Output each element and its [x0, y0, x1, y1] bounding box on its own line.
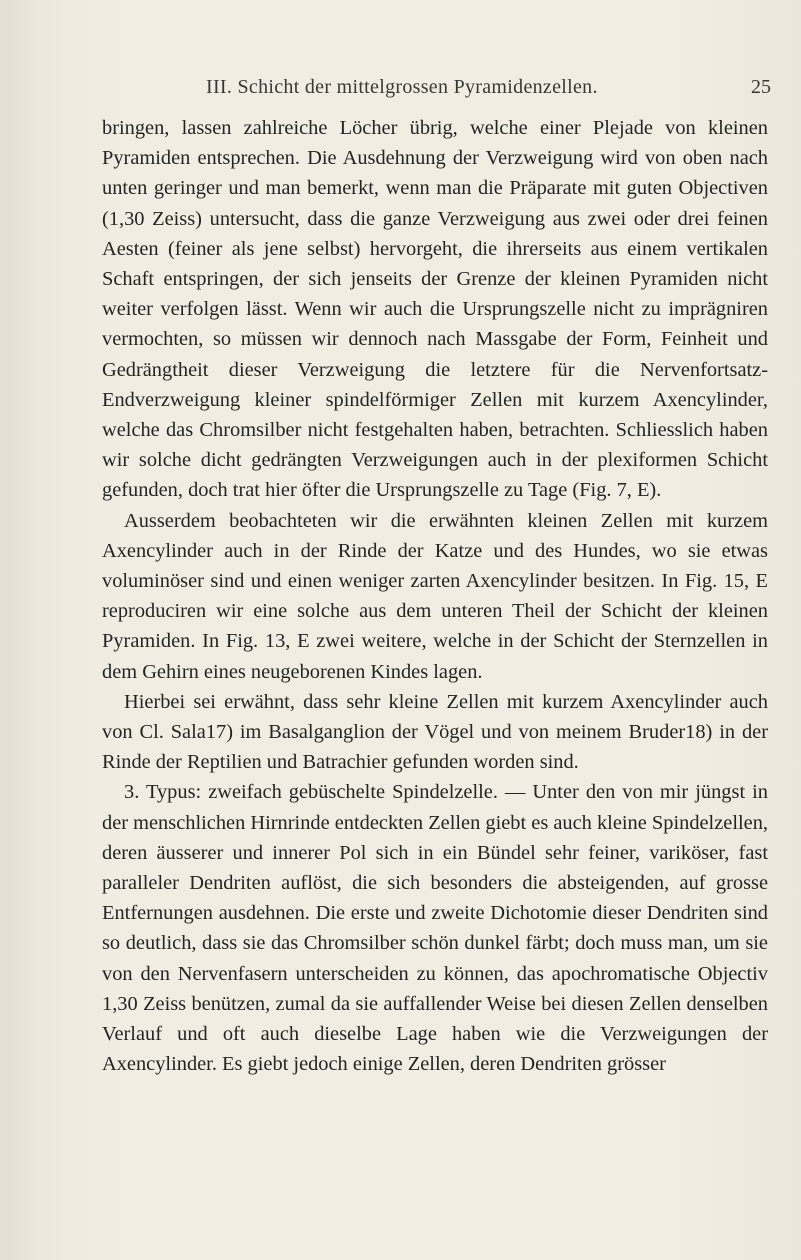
running-header — [110, 76, 771, 102]
paragraph-2: Ausserdem beobachteten wir die erwähnten kleinen Zellen mit kurzem Axencylinder auch in der Rinde der Katze und des Hundes, wo sie etwas voluminöser sind und einen weniger zarten Axencylinder besitzen. In Fig. 15, E reproduciren wir eine solche aus dem unteren Theil der Schicht der kleinen Pyramiden. In Fig. 13, E zwei weitere, welche in der Schicht der Sternzellen in dem Gehirn eines neugeborenen Kindes lagen. — [102, 509, 768, 683]
page-number: 25 — [751, 76, 771, 98]
paragraph-4: 3. Typus: zweifach gebüschelte Spindelzelle. — Unter den von mir jüngst in der menschlichen Hirnrinde entdeckten Zellen giebt es auch kleine Spindelzellen, deren äusserer und innerer Pol sich in ein Bündel sehr feiner, variköser, fast paralleler Dendriten auflöst, die sich besonders die absteigenden, auf grosse Entfernungen ausdehnen. Die erste und zweite Dichotomie dieser Dendriten sind so deutlich, dass sie das Chromsilber schön dunkel färbt; doch muss man, um sie von den Nervenfasern unterscheiden zu können, das apochromatische Objectiv 1,30 Zeiss benützen, zumal da sie auffallender Weise bei diesen Zellen denselben Verlauf und oft auch dieselbe Lage haben wie die Verzweigungen der Axencylinder. Es giebt jedoch einige Zellen, deren Dendriten grösser — [102, 781, 768, 1076]
body-text — [102, 113, 768, 1080]
paragraph-3: Hierbei sei erwähnt, dass sehr kleine Zellen mit kurzem Axencylinder auch von Cl. Sala17) im Basalganglion der Vögel und von meinem Bruder18) in der Rinde der Reptilien und Batrachier gefunden worden sind. — [102, 690, 768, 774]
running-title: III. Schicht der mittelgrossen Pyramidenzellen. — [206, 76, 598, 98]
paragraph-1: bringen, lassen zahlreiche Löcher übrig, welche einer Plejade von kleinen Pyramiden entsprechen. Die Ausdehnung der Verzweigung wird von oben nach unten geringer und man bemerkt, wenn man die Präparate mit guten Objectiven (1,30 Zeiss) untersucht, dass die ganze Verzweigung aus zwei oder drei feinen Aesten (feiner als jene selbst) hervorgeht, die ihrerseits aus einem vertikalen Schaft entspringen, der sich jenseits der Grenze der kleinen Pyramiden nicht weiter verfolgen lässt. Wenn wir auch die Ursprungszelle nicht zu imprägniren vermochten, so müssen wir dennoch nach Massgabe der Form, Feinheit und Gedrängtheit dieser Verzweigung die letztere für die Nervenfortsatz-Endverzweigung kleiner spindelförmiger Zellen mit kurzem Axencylinder, welche das Chromsilber nicht festgehalten haben, betrachten. Schliesslich haben wir solche dicht gedrängten Verzweigungen auch in der plexiformen Schicht gefunden, doch trat hier öfter die Ursprungszelle zu Tage (Fig. 7, E). — [102, 117, 768, 502]
